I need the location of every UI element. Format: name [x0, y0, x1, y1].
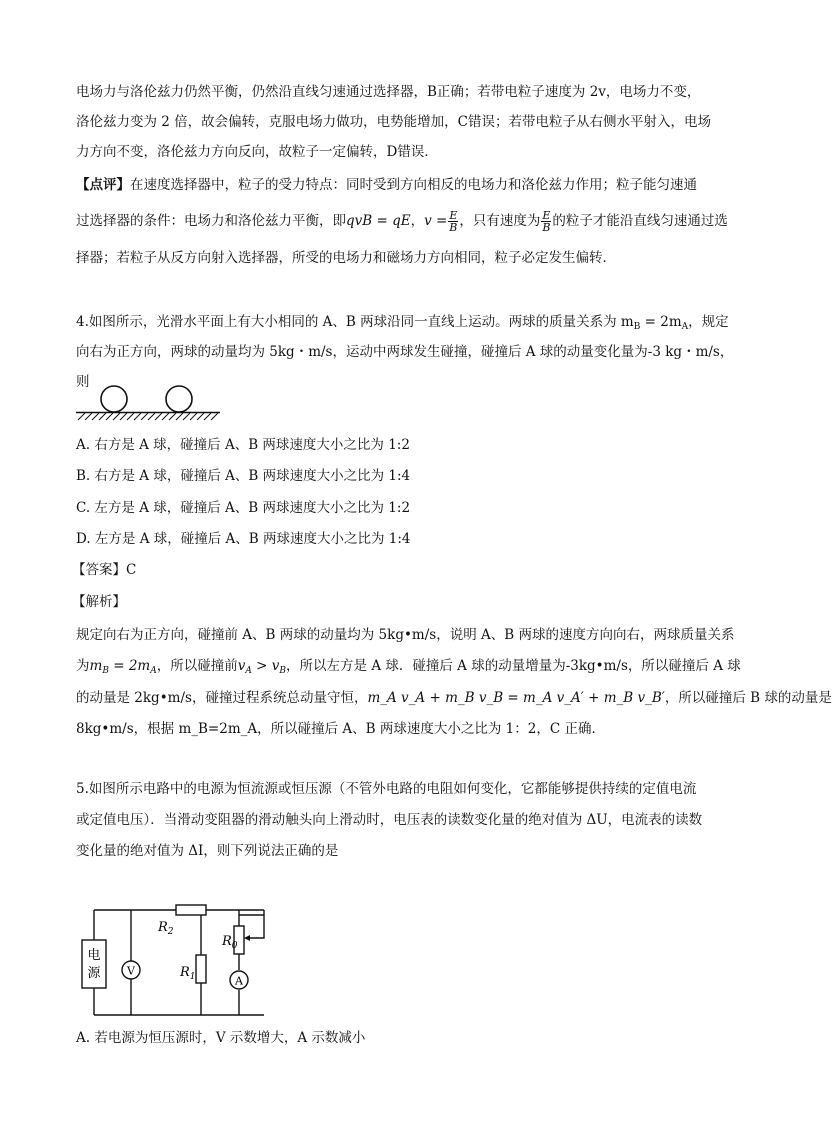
comment-text-2d: 的粒子才能沿直线匀速通过选 — [552, 213, 728, 229]
q4-option-b: B. 右方是 A 球，碰撞后 A、B 两球速度大小之比为 1:4 — [76, 468, 411, 484]
intro-line-2: 洛伦兹力变为 2 倍，故会偏转，克服电场力做功，电势能增加，C错误；若带电粒子从右侧水平射入，电场 — [76, 114, 711, 130]
voltmeter-label: V — [127, 964, 135, 978]
ball-right — [166, 386, 192, 412]
q4-answer: 【答案】C — [72, 562, 137, 578]
r2-label: $R_2$ — [158, 920, 174, 937]
q5-line-3: 变化量的绝对值为 ΔI，则下列说法正确的是 — [76, 843, 339, 859]
comment-text-2c: ，只有速度为 — [459, 213, 541, 229]
fraction-numerator: E — [542, 209, 551, 222]
analysis-text: 的动量是 2kg•m/s，碰撞过程系统总动量守恒， — [76, 690, 368, 706]
r1-label: $R_1$ — [180, 965, 196, 982]
ball-left — [101, 386, 127, 412]
subscript: B — [633, 322, 641, 332]
subscript: A — [150, 666, 157, 676]
comment-label: 【点评】 — [76, 177, 130, 193]
analysis-text: ，所以左方是 A 球．碰撞后 A 球的动量增量为-3kg•m/s，所以碰撞后 A 球 — [286, 658, 741, 674]
q4-analysis-line-2 — [76, 656, 741, 681]
comment-line-2 — [76, 208, 728, 234]
formula-part: = 2m — [108, 658, 151, 674]
q4-analysis-label: 【解析】 — [72, 594, 126, 610]
formula-part: v — [237, 658, 246, 674]
q4-text-1b: = 2m — [640, 314, 682, 330]
formula-part: m — [89, 658, 103, 674]
comma: ， — [410, 213, 425, 229]
q4-text-1c: ，规定 — [688, 314, 729, 330]
fraction-e-over-b — [448, 210, 458, 233]
analysis-text: ，所以碰撞前 — [156, 658, 238, 674]
formula-momentum-conservation: m_A v_A + m_B v_B = m_A v_A′ + m_B v_B′ — [367, 690, 665, 706]
formula-v: v = — [424, 213, 448, 229]
two-balls-figure — [74, 384, 224, 422]
resistor-r2 — [176, 905, 206, 915]
q4-analysis-line-4: 8kg•m/s，根据 m_B=2m_A，所以碰撞后 A、B 两球速度大小之比为 1：2，C 正确． — [76, 721, 605, 737]
fraction-numerator: E — [449, 209, 458, 222]
q4-analysis-line-3 — [76, 688, 832, 708]
formula-qvb: qvB = qE — [346, 213, 411, 229]
q4-option-c: C. 左方是 A 球，碰撞后 A、B 两球速度大小之比为 1:2 — [76, 500, 411, 516]
intro-line-1: 电场力与洛伦兹力仍然平衡，仍然沿直线匀速通过选择器，B正确；若带电粒子速度为 2v，电场力不变， — [76, 84, 701, 100]
analysis-text: 为 — [76, 658, 90, 674]
formula-mass-relation — [90, 658, 157, 674]
comment-line-1 — [76, 175, 697, 195]
q4-line-1 — [76, 312, 729, 337]
subscript: B — [102, 666, 109, 676]
r0-label: $R_0$ — [222, 934, 238, 951]
power-source-label-2: 源 — [87, 966, 101, 981]
q4-line-2: 向右为正方向，两球的动量均为 5kg・m/s，运动中两球发生碰撞，碰撞后 A 球的动量变化量为-3 kg・m/s， — [76, 344, 734, 360]
formula-velocity-relation — [238, 658, 286, 674]
slider-arrow — [244, 935, 250, 941]
comment-line-3: 择器；若粒子从反方向射入选择器，所受的电场力和磁场力方向相同，粒子必定发生偏转． — [76, 250, 616, 266]
q5-option-a: A. 若电源为恒压源时，V 示数增大，A 示数减小 — [76, 1030, 366, 1046]
comment-text-1: 在速度选择器中，粒子的受力特点：同时受到方向相反的电场力和洛伦兹力作用；粒子能匀速通 — [130, 177, 697, 193]
q4-line-3: 则 — [76, 374, 90, 390]
ground-hatching — [78, 413, 218, 420]
power-source-label-1: 电 — [87, 948, 101, 963]
analysis-text: ，所以碰撞后 B 球的动量是 — [664, 690, 832, 706]
fraction-denominator: B — [449, 221, 458, 234]
q5-line-1: 5.如图所示电路中的电源为恒流源或恒压源（不管外电路的电阻如何变化，它都能够提供持续的定值电流 — [76, 781, 697, 797]
q4-analysis-line-1: 规定向右为正方向，碰撞前 A、B 两球的动量均为 5kg•m/s，说明 A、B 两球的速度方向向右，两球质量关系 — [76, 627, 735, 643]
resistor-r1 — [196, 955, 206, 983]
subscript: B — [279, 666, 287, 676]
q4-option-d: D. 左方是 A 球，碰撞后 A、B 两球速度大小之比为 1:4 — [76, 531, 411, 547]
intro-line-3: 力方向不变，洛伦兹力方向反向，故粒子一定偏转，D错误． — [76, 144, 438, 160]
comment-text-2a: 过选择器的条件：电场力和洛伦兹力平衡，即 — [76, 213, 346, 229]
circuit-diagram — [76, 893, 276, 1023]
q4-text-1a: 4.如图所示，光滑水平面上有大小相同的 A、B 两球沿同一直线上运动。两球的质量关系为 m — [76, 314, 634, 330]
q4-option-a: A. 右方是 A 球，碰撞后 A、B 两球速度大小之比为 1:2 — [76, 437, 410, 453]
subscript: A — [681, 322, 689, 332]
q5-line-2: 或定值电压）．当滑动变阻器的滑动触头向上滑动时，电压表的读数变化量的绝对值为 ΔU，电流表的读数 — [76, 812, 703, 828]
fraction-denominator: B — [542, 221, 551, 234]
subscript: A — [245, 666, 252, 676]
formula-part: > v — [251, 658, 280, 674]
ammeter-label: A — [235, 974, 243, 988]
fraction-e-over-b-2 — [541, 210, 551, 233]
